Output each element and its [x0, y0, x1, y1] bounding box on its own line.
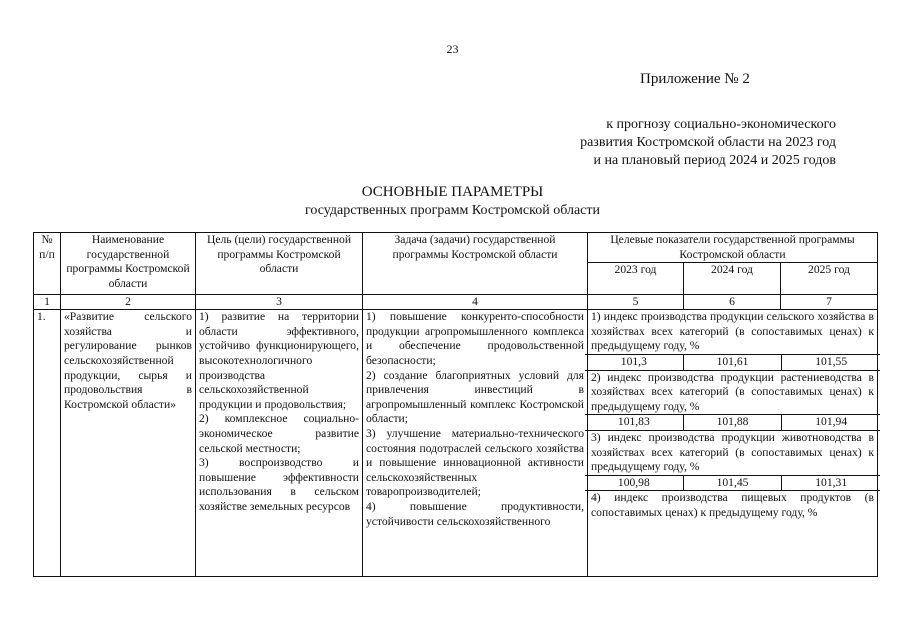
program-name: «Развитие сельского хозяйства и регулирование рынков сельскохозяйственной продукции, сырья и продовольствия в Костромской области»: [61, 310, 196, 577]
column-number: 4: [363, 295, 588, 310]
header-year: 2023 год: [588, 263, 684, 295]
indicator-text: 3) индекс производства продукции животноводства в хозяйствах всех категорий (в сопоставимых ценах) к предыдущему году, %: [591, 430, 874, 474]
goal-item: 3) воспроизводство и повышение эффективности использования в сельском хозяйстве земельных ресурсов: [199, 456, 359, 513]
indicator-value: 101,88: [683, 415, 782, 430]
indicator-text: 4) индекс производства пищевых продуктов (в сопоставимых ценах) к предыдущему году, %: [591, 491, 874, 519]
column-number: 3: [196, 295, 363, 310]
indicator-block: [588, 371, 877, 431]
table-header-row: [34, 233, 878, 263]
task-item: 1) повышение конкуренто-способности продукции агропромышленного комплекса и обеспечение продовольственной безопасности;: [366, 310, 584, 367]
appendix-label: Приложение № 2: [640, 71, 750, 87]
indicator-value: 101,31: [781, 476, 880, 491]
goal-item: 2) комплексное социально-экономическое развитие сельской местности;: [199, 412, 359, 455]
task-item: 2) создание благоприятных условий для привлечения инвестиций в агропромышленный комплекс Костромской области;: [366, 368, 584, 426]
indicator-values: [585, 354, 880, 371]
program-tasks: [363, 310, 588, 577]
column-number: 2: [61, 295, 196, 310]
task-item: 4) повышение продуктивности, устойчивости сельскохозяйственного: [366, 499, 584, 528]
indicator-values: [585, 475, 880, 492]
task-item: 3) улучшение материально-технического состояния подотраслей сельского хозяйства и повышение инновационной активности сельскохозяйственных товаропроизводителей;: [366, 426, 584, 499]
indicator-block: [588, 431, 877, 491]
table-row: [34, 310, 878, 577]
column-number: 7: [781, 295, 878, 310]
target-indicators: [588, 310, 878, 577]
indicator-values: [585, 414, 880, 431]
column-number-row: [34, 295, 878, 310]
program-goals: [196, 310, 363, 577]
column-number: 6: [684, 295, 781, 310]
forecast-line: и на плановый период 2024 и 2025 годов: [593, 153, 836, 168]
header-year: 2024 год: [684, 263, 781, 295]
parameters-table: [33, 232, 878, 577]
indicator-text: 1) индекс производства продукции сельского хозяйства в хозяйствах всех категорий (в сопоставимых ценах) к предыдущему году, %: [591, 310, 874, 353]
column-number: 5: [588, 295, 684, 310]
indicator-value: 101,45: [683, 476, 782, 491]
header-num: № п/п: [34, 233, 61, 295]
document-subtitle: государственных программ Костромской области: [304, 203, 601, 218]
indicator-text: 2) индекс производства продукции растениеводства в хозяйствах всех категорий (в сопоставимых ценах) к предыдущему году, %: [591, 370, 874, 413]
forecast-line: к прогнозу социально-экономического: [606, 117, 836, 132]
forecast-line: развития Костромской области на 2023 год: [580, 135, 836, 150]
header-year: 2025 год: [781, 263, 878, 295]
header-task: Задача (задачи) государственной программы Костромской области: [363, 233, 588, 295]
header-goal: Цель (цели) государственной программы Костромской области: [196, 233, 363, 295]
indicator-value: 101,3: [620, 354, 647, 368]
indicator-value: 101,61: [683, 355, 782, 370]
header-indicators: Целевые показатели государственной программы Костромской области: [588, 233, 878, 263]
indicator-block: [588, 491, 877, 520]
page-number: 23: [446, 42, 459, 56]
document-title: ОСНОВНЫЕ ПАРАМЕТРЫ: [361, 184, 544, 200]
row-number: 1.: [34, 310, 61, 577]
column-number: 1: [34, 295, 61, 310]
indicator-value: 101,55: [781, 355, 880, 370]
indicator-value: 100,98: [617, 475, 650, 489]
indicator-value: 101,83: [617, 415, 650, 429]
indicator-block: [588, 310, 877, 370]
forecast-reference: [540, 116, 836, 170]
indicator-value: 101,94: [781, 415, 880, 430]
header-name: Наименование государственной программы Костромской области: [61, 233, 196, 295]
goal-item: 1) развитие на территории области эффективного, устойчиво функционирующего, высокотехнологичного производства сельскохозяйственной продукции и продовольствия;: [199, 310, 359, 411]
